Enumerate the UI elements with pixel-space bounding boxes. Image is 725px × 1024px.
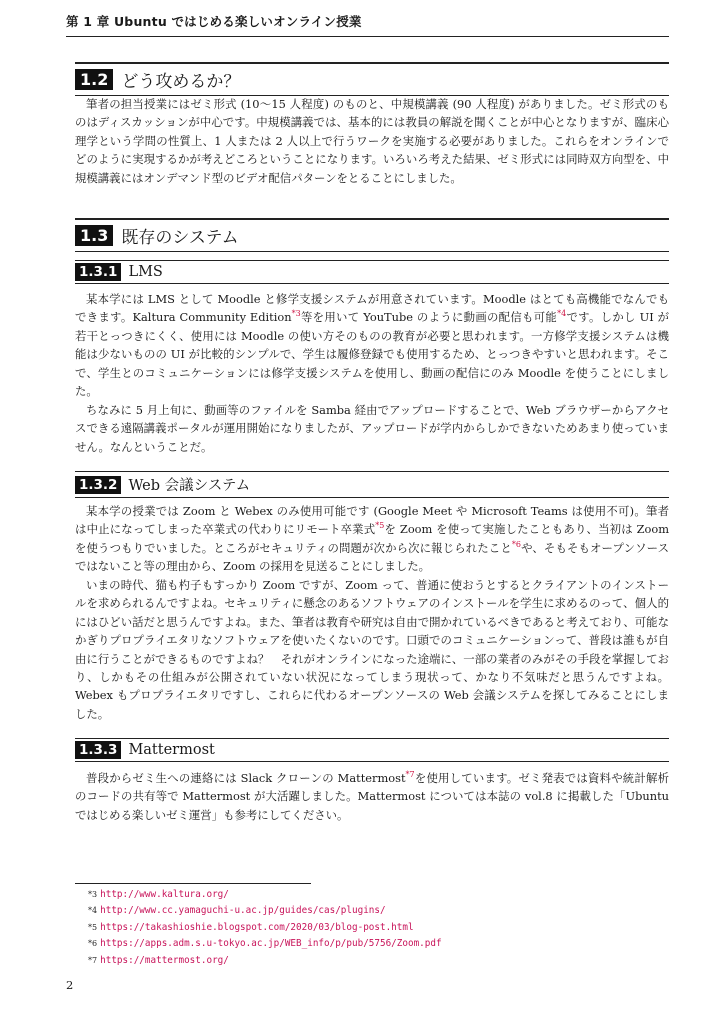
- footnote-ref[interactable]: *4: [557, 309, 567, 319]
- subsection-1-3-2-heading: [75, 471, 669, 498]
- running-header: 第 1 章 Ubuntu ではじめる楽しいオンライン授業: [66, 12, 669, 37]
- footnote-mark: *4: [88, 906, 98, 916]
- section-1-2-paragraph: 筆者の担当授業にはゼミ形式 (10〜15 人程度) のものと、中規模講義 (90 人程度) がありました。ゼミ形式のものはディスカッションが中心です。中規模講義では、基本的には教員の解説を聞くことが中心となりますが、臨床心理学という学問の性質上、1 人または 2 人以上で行うワークを実施する必要がありました。これらをオンラインでどのように実現するかが考えどころということになります。いろいろ考えた結果、ゼミ形式には同時双方向型を、中規模講義にはオンデマンド型のビデオ配信パターンをとることにしました。: [75, 97, 669, 185]
- footnote-mark: *3: [88, 890, 98, 899]
- footnote-link[interactable]: https://takashioshie.blogspot.com/2020/03/blog-post.html: [100, 921, 414, 933]
- subsection-1-3-1-heading: [75, 260, 669, 284]
- subsection-number: 1.3.3: [75, 741, 121, 759]
- text-run: を使用しています。ゼミ発表では資料や統計解析のコードの共有等で Mattermost が大活躍しました。Mattermost については本誌の vol.8 に掲載した「Ubuntu ではじめる楽しいゼミ運営」も参考にしてください。: [75, 771, 670, 822]
- footnote-mark: *7: [88, 955, 98, 965]
- text-run: 普段からゼミ生への連絡には Slack クローンの Mattermost: [86, 771, 406, 785]
- footnote-link[interactable]: https://mattermost.org/: [100, 954, 229, 966]
- footnote-link[interactable]: http://www.cc.yamaguchi-u.ac.jp/guides/cas/plugins/: [100, 905, 386, 917]
- text-run: です。しかし UI が若干とっつきにくく、使用には Moodle の使い方そのものの教育が必要と思われます。一方修学支援システムは機能は少ないものの UI が比較的シンプルで、学生は履修登録でも使用するため、とっつきやすいと思われます。そこで、学生とのコミュニケーションには修学支援システムを使用し、動画の配信にのみ Moodle を使うことにしました。: [75, 310, 669, 399]
- text-run: 某本学の授業では Zoom と Webex のみ使用可能です (Google Meet や Microsoft Teams は使用不可)。筆者は中止になってしまった卒業式の代わりにリモート卒業式: [75, 504, 669, 537]
- footnote-mark: *6: [88, 939, 98, 949]
- footnote-6: [88, 936, 648, 952]
- subsection-number: 1.3.1: [75, 263, 121, 281]
- footnote-ref[interactable]: *5: [375, 521, 385, 531]
- footnote-divider: [75, 883, 311, 884]
- text-run: 等を用いて YouTube のように動画の配信も可能: [300, 310, 558, 325]
- footnote-4: [88, 903, 648, 919]
- web-meeting-paragraph-1: [75, 502, 669, 576]
- lms-paragraph-2: ちなみに 5 月上旬に、動画等のファイルを Samba 経由でアップロードすることで、Web ブラウザーからアクセスできる遠隔講義ポータルが運用開始になりましたが、アップロードが学内からしかできないためあまり使っていません。なんということだ。: [75, 403, 669, 454]
- mattermost-paragraph: [75, 769, 669, 824]
- subsection-number: 1.3.2: [75, 476, 121, 494]
- footnote-mark: *5: [88, 922, 98, 932]
- text-run: 某本学には LMS として Moodle と修学支援システムが用意されています。Moodle はとても高機能でなんでもできます。Kaltura Community Edition: [75, 292, 669, 325]
- page-number: 2: [66, 978, 74, 992]
- footnotes: [88, 887, 648, 969]
- subsection-title: LMS: [128, 264, 163, 280]
- web-meeting-paragraph-2: いまの時代、猫も杓子もすっかり Zoom ですが、Zoom って、普通に使おうとするとクライアントのインストールを求められるんですよね。セキュリティに懸念のあるソフトウェアのインストールを学生に求めるのって、個人的にはひどい話だと思うんですよね。また、筆者は教育や研究は自由で開かれているべきであると考えており、可能なかぎりプロプライエタリなソフトウェアを使いたくないのです。口頭でのコミュニケーションって、普段は誰もが自由に行うことができるものですよね？ それがオンラインになった途端に、一部の業者のみがその手段を掌握しており、しかもその仕組みが公開されていない状況になってしまう現状って、かなり不気味だと思うんですよね。Webex もプロプライエタリですし、これらに代わるオープンソースの Web 会議システムを探してみることにしました。: [75, 578, 669, 721]
- section-1-3-heading: [75, 218, 669, 252]
- subsection-1-3-3-heading: [75, 738, 669, 762]
- footnote-link[interactable]: http://www.kaltura.org/: [100, 889, 229, 900]
- section-number: 1.3: [75, 225, 113, 246]
- footnote-5: [88, 920, 648, 936]
- text-run: や、そもそもオープンソースではないこと等の理由から、Zoom の採用を見送ることにしました。: [75, 540, 669, 574]
- section-1-2-heading: [75, 62, 669, 96]
- footnote-7: [88, 953, 648, 969]
- section-title: どう攻めるか？: [121, 72, 241, 92]
- footnote-ref[interactable]: *6: [511, 540, 521, 550]
- subsection-title: Web 会議システム: [128, 478, 251, 494]
- text-run: を Zoom を使って実施したこともあり、当初は Zoom を使うつもりでいました。ところがセキュリティの問題が次から次に報じられたこと: [75, 522, 669, 555]
- footnote-link[interactable]: https://apps.adm.s.u-tokyo.ac.jp/WEB_info/p/pub/5756/Zoom.pdf: [100, 938, 442, 950]
- footnote-ref[interactable]: *3: [291, 309, 301, 319]
- footnote-ref[interactable]: *7: [405, 770, 415, 780]
- subsection-title: Mattermost: [128, 742, 215, 758]
- section-title: 既存のシステム: [121, 228, 239, 248]
- footnote-3: [88, 887, 648, 903]
- lms-paragraph-1: [75, 290, 669, 400]
- section-number: 1.2: [75, 69, 113, 90]
